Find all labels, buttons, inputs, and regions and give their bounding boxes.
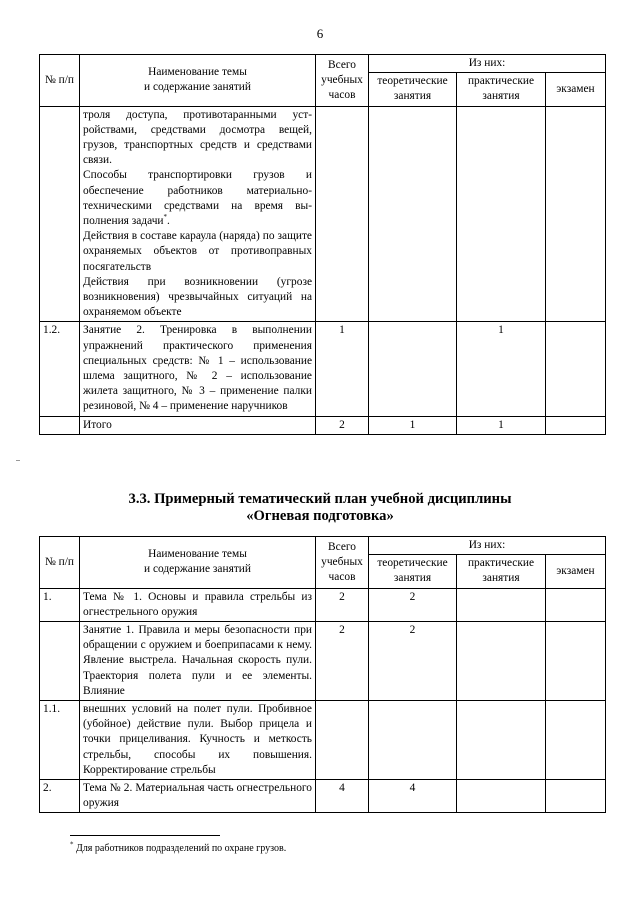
table-row <box>40 780 606 813</box>
header-name-line1: Наименование темы <box>148 548 247 561</box>
row-theory <box>369 106 457 322</box>
header-theory: теоретические занятия <box>369 73 457 106</box>
row-exam <box>546 416 606 434</box>
header-name <box>80 537 316 589</box>
row-total: 2 <box>316 622 369 701</box>
section-title-line1: 3.3. Примерный тематический план учебной дисциплины <box>128 491 512 507</box>
table-row <box>40 622 606 701</box>
row-content: Занятие 2. Тренировка в выполнении упражнений практического применения специальных средств: № 1 – использование шлема защитного, № 2 – использование жилета защитного, № 3 – применение палки резиновой, № 4 – применение наручников <box>80 322 316 416</box>
row-practice <box>457 588 546 621</box>
table-header-row <box>40 55 606 73</box>
margin-mark <box>16 460 20 461</box>
row-theory: 2 <box>369 622 457 701</box>
table-row <box>40 588 606 621</box>
row-content: внешних условий на полет пули. Пробивное (убойное) действие пули. Выбор прицела и точки прицеливания. Кучность и меткость стрельбы, способы их повышения. Корректирование стрельбы <box>80 701 316 780</box>
row-exam <box>546 780 606 813</box>
row-total: 2 <box>316 416 369 434</box>
row-num: 1.2. <box>40 322 80 416</box>
table-header-row <box>40 537 606 555</box>
header-exam: экзамен <box>546 73 606 106</box>
table-firearms-plan <box>39 536 606 813</box>
header-theory: теоретические занятия <box>369 555 457 588</box>
row-theory <box>369 701 457 780</box>
row-practice: 1 <box>457 416 546 434</box>
row-total: 4 <box>316 780 369 813</box>
footnote <box>70 840 287 854</box>
table-personal-safety-plan <box>39 54 606 435</box>
row-content-p4: Действия при возникновении (угрозе возникновения) чрезвычайных ситуаций на охраняемом объекте <box>83 275 312 319</box>
row-theory: 4 <box>369 780 457 813</box>
row-content: Тема № 1. Основы и правила стрельбы из огнестрельного оружия <box>80 588 316 621</box>
row-total: 1 <box>316 322 369 416</box>
row-exam <box>546 701 606 780</box>
row-total: 2 <box>316 588 369 621</box>
row-practice <box>457 622 546 701</box>
table-row <box>40 322 606 416</box>
header-num: № п/п <box>40 537 80 589</box>
table-row <box>40 701 606 780</box>
header-name <box>80 55 316 107</box>
table-row <box>40 106 606 322</box>
row-content: Тема № 2. Материальная часть огнестрельного оружия <box>80 780 316 813</box>
row-exam <box>546 622 606 701</box>
footnote-text: Для работников подразделений по охране грузов. <box>76 843 287 854</box>
row-theory: 1 <box>369 416 457 434</box>
header-practice: практические занятия <box>457 555 546 588</box>
row-num: 1.1. <box>40 701 80 780</box>
row-content: Занятие 1. Правила и меры безопасности при обращении с оружием и боеприпасами к нему. Явление выстрела. Начальная скорость пули. Траектория полета пули и ее элементы. Влияние <box>80 622 316 701</box>
row-num: 2. <box>40 780 80 813</box>
table-total-row <box>40 416 606 434</box>
row-exam <box>546 106 606 322</box>
footnote-divider <box>70 835 220 836</box>
footnote-ref: * <box>163 213 168 222</box>
row-content-p1: троля доступа, противотаранными устройствами, средствами досмотра вещей, грузов, транспортных средств и средствами связи. <box>83 108 312 167</box>
row-practice <box>457 780 546 813</box>
header-num: № п/п <box>40 55 80 107</box>
row-practice: 1 <box>457 322 546 416</box>
row-num <box>40 622 80 701</box>
section-title-line2: «Огневая подготовка» <box>246 508 394 524</box>
row-practice <box>457 106 546 322</box>
row-theory: 2 <box>369 588 457 621</box>
row-exam <box>546 588 606 621</box>
row-exam <box>546 322 606 416</box>
row-theory <box>369 322 457 416</box>
row-content-p2-text: Способы транспортировки грузов и обеспечение работников материально-техническими средствами на время выполнения задачи <box>83 169 312 228</box>
row-num <box>40 416 80 434</box>
header-total: Всего учебных часов <box>316 55 369 107</box>
footnote-mark: * <box>70 840 74 849</box>
row-content-p2: Способы транспортировки грузов и обеспечение работников материально-техническими средствами на время выполнения задачи*. <box>83 169 312 228</box>
header-practice: практические занятия <box>457 73 546 106</box>
header-exam: экзамен <box>546 555 606 588</box>
header-name-line2: и содержание занятий <box>144 563 251 576</box>
row-content: Итого <box>80 416 316 434</box>
row-content-p3: Действия в составе караула (наряда) по защите охраняемых объектов от противоправных посягательств <box>83 230 312 273</box>
page-number: 6 <box>316 26 324 41</box>
header-of-them: Из них: <box>369 537 606 555</box>
header-of-them: Из них: <box>369 55 606 73</box>
section-title <box>0 491 640 525</box>
row-num: 1. <box>40 588 80 621</box>
row-content <box>80 106 316 322</box>
row-practice <box>457 701 546 780</box>
header-name-line1: Наименование темы <box>148 66 247 79</box>
row-total <box>316 701 369 780</box>
header-name-line2: и содержание занятий <box>144 81 251 94</box>
row-total <box>316 106 369 322</box>
row-num <box>40 106 80 322</box>
header-total: Всего учебных часов <box>316 537 369 589</box>
